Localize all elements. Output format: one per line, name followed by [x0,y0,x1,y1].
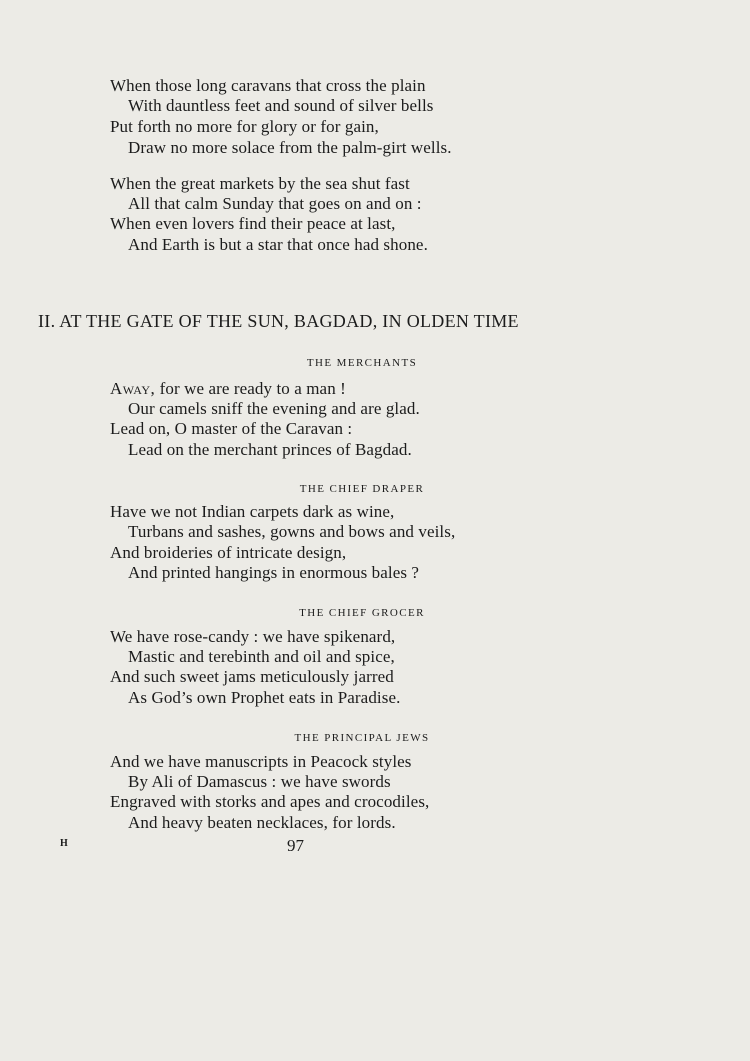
poem-line: We have rose-candy : we have spikenard, [110,627,396,646]
speaker-heading: THE CHIEF DRAPER [299,483,425,495]
poem-line: And broideries of intricate design, [110,543,347,562]
poem-line: As God’s own Prophet eats in Paradise. [128,688,401,707]
poem-line: Turbans and sashes, gowns and bows and veils, [128,522,456,541]
speaker-heading: THE PRINCIPAL JEWS [294,732,430,744]
initial-word: Away, [110,379,156,398]
poem-line: And heavy beaten necklaces, for lords. [128,813,396,832]
poem-line: And we have manuscripts in Peacock styles [110,752,412,771]
poem-line: And Earth is but a star that once had shone. [128,235,428,254]
section-title: II. AT THE GATE OF THE SUN, BAGDAD, IN OLDEN TIME [38,311,519,331]
poem-line [110,379,346,399]
poem-line: All that calm Sunday that goes on and on : [128,194,422,213]
poem-line: With dauntless feet and sound of silver bells [128,96,434,115]
poem-line: Lead on, O master of the Caravan : [110,419,353,438]
poem-line: When even lovers find their peace at last, [110,214,396,233]
poem-line: Lead on the merchant princes of Bagdad. [128,440,412,459]
poem-line: Our camels sniff the evening and are glad. [128,399,420,418]
page-number: 97 [287,836,304,855]
poem-line: And such sweet jams meticulously jarred [110,667,394,686]
poem-line: And printed hangings in enormous bales ? [128,563,420,582]
poem-line: Draw no more solace from the palm-girt wells. [128,138,452,157]
speaker-heading: THE MERCHANTS [306,357,418,369]
poem-line: By Ali of Damascus : we have swords [128,772,391,791]
speaker-heading: THE CHIEF GROCER [299,607,425,619]
poem-line: Engraved with storks and apes and crocodiles, [110,792,430,811]
poem-line: When those long caravans that cross the plain [110,76,426,95]
poem-line: Have we not Indian carpets dark as wine, [110,502,395,521]
poem-line: When the great markets by the sea shut fast [110,174,410,193]
signature-mark: H [60,838,68,849]
poem-line: Mastic and terebinth and oil and spice, [128,647,395,666]
poem-line-text: for we are ready to a man ! [155,379,346,398]
poem-line: Put forth no more for glory or for gain, [110,117,379,136]
